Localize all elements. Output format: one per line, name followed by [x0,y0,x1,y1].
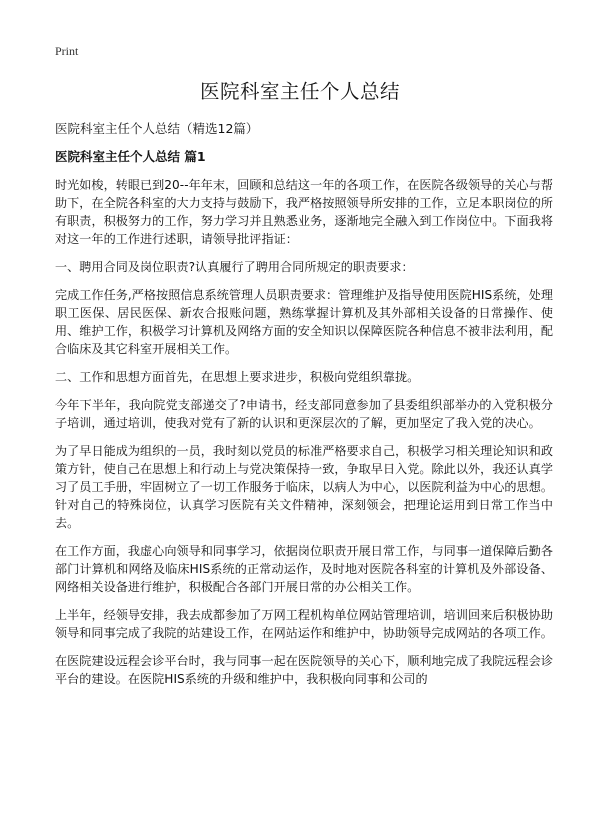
paragraph-6: 为了早日能成为组织的一员，我时刻以党员的标准严格要求自己，积极学习相关理论知识和政策方针，使自己在思想上和行动上与党决策保持一致，争取早日入党。除此以外，我还认真学习了员工手册，牢固树立了一切工作服务于临床，以病人为中心，以医院利益为中心的思想。针对自己的特殊岗位，认真学习医院有关文件精神，深刻领会，把理论运用到日常工作当中去。 [55,444,553,530]
paragraph-9: 在医院建设远程会诊平台时，我与同事一起在医院领导的关心下，顺利地完成了我院远程会诊平台的建设。在医院HIS系统的升级和维护中，我积极向同事和公司的 [55,654,553,686]
paragraph-3: 完成工作任务,严格按照信息系统管理人员职责要求：管理维护及指导使用医院HIS系统，处理职工医保、居民医保、新农合报账问题，熟练掌握计算机及其外部相关设备的日常操作、使用、维护工作，积极学习计算机及网络方面的安全知识以保障医院各种信息不被非法利用，配合临床及其它科室开展相关工作。 [55,288,553,356]
paragraph-5: 今年下半年，我向院党支部递交了?申请书，经支部同意参加了县委组织部举办的入党积极分子培训，通过培训，使我对党有了新的认识和更深层次的了解，更加坚定了我入党的决心。 [55,398,553,430]
document-title: 医院科室主任个人总结 [199,80,400,103]
paragraph-8: 上半年，经领导安排，我去成都参加了万网工程机构单位网站管理培训，培训回来后积极协助领导和同事完成了我院的站建设工作，在网站运作和维护中，协助领导完成网站的各项工作。 [55,608,553,640]
section-heading: 医院科室主任个人总结 篇1 [55,149,206,164]
document-body [55,120,553,698]
paragraph-7: 在工作方面，我虚心向领导和同事学习，依据岗位职责开展日常工作，与同事一道保障后勤各部门计算机和网络及临床HIS系统的正常动运作，及时地对医院各科室的计算机及外部设备、网络相关设备进行维护，积极配合各部门开展日常的办公相关工作。 [55,544,553,594]
paragraph-1: 时光如梭，转眼已到20--年年末，回顾和总结这一年的各项工作，在医院各级领导的关心与帮助下，在全院各科室的大力支持与鼓励下，我严格按照领导所安排的工作，立足本职岗位的所有职责，积极努力的工作，努力学习并且熟悉业务，逐渐地完全融入到工作岗位中。下面我将对这一年的工作进行述职，请领导批评指证： [55,178,553,246]
print-link[interactable]: Print [55,44,79,58]
paragraph-2: 一、聘用合同及岗位职责?认真履行了聘用合同所规定的职责要求： [55,260,414,274]
paragraph-4: 二、工作和思想方面首先，在思想上要求进步，积极向党组织靠拢。 [55,370,420,384]
document-subtitle: 医院科室主任个人总结（精选12篇） [55,121,259,136]
